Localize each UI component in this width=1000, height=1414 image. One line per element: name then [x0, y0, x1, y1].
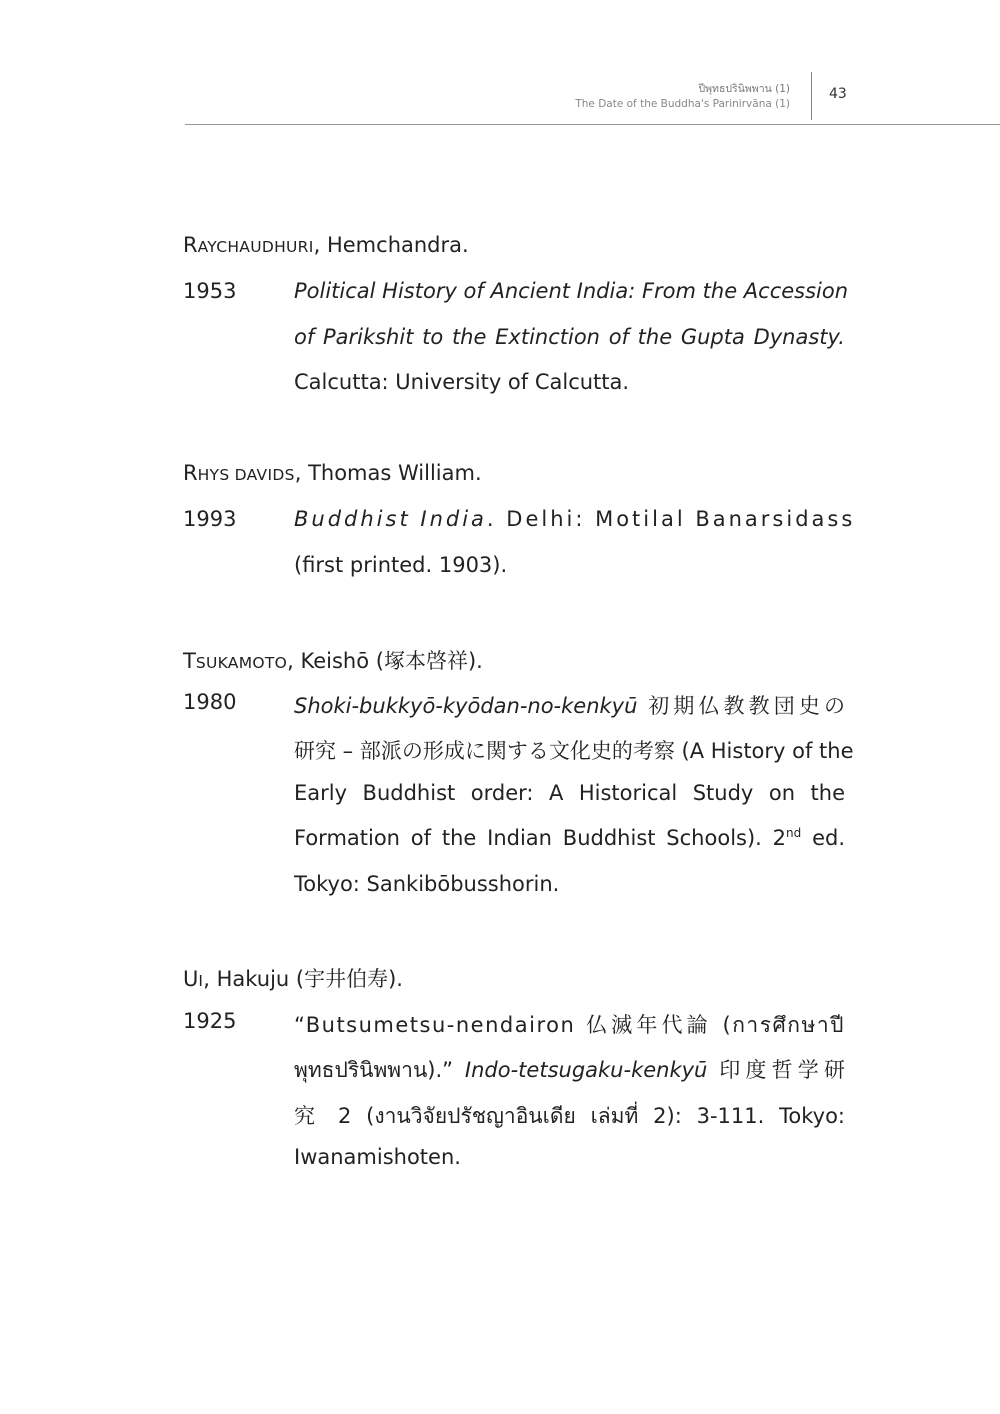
bib-author-ui: [183, 963, 403, 993]
bib-author-raychaudhuri: [183, 233, 469, 257]
bib-title-line: Political History of Ancient India: From the Accession: [294, 279, 849, 303]
bib-title: Buddhist India: [294, 507, 487, 531]
bib-title-cjk: 初期仏教教団史の: [648, 694, 845, 718]
bib-author-rhys-davids: [183, 461, 482, 485]
bib-title-text: Formation of the Indian Buddhist Schools). 2: [294, 826, 787, 850]
bib-publisher-line: Tokyo: Sankibōbusshorin.: [294, 872, 560, 896]
bib-title-line: [294, 826, 845, 850]
header-divider: [811, 72, 812, 120]
bib-journal-cjk: 印度哲学研: [707, 1058, 845, 1082]
bib-title-line: of Parikshit to the Extinction of the Gupta Dynasty.: [294, 325, 845, 349]
bib-publisher: . Delhi: Motilal Banarsidass: [486, 507, 856, 531]
bib-title: Shoki-bukkyō-kyōdan-no-kenkyū: [294, 694, 638, 718]
author-given-name: , Keishō (塚本啓祥).: [287, 649, 483, 673]
bib-note-line: (first printed. 1903).: [294, 553, 508, 577]
bib-author-tsukamoto: [183, 645, 483, 675]
author-initial: T: [183, 649, 196, 673]
author-surname-smallcaps: AYCHAUDHURI: [197, 238, 314, 256]
bib-title-thai: พุทธปรินิพพาน).”: [294, 1058, 465, 1082]
bib-publisher-line: Iwanamishoten.: [294, 1145, 461, 1169]
author-initial: R: [183, 233, 198, 257]
bib-title-line: 研究 – 部派の形成に関する文化史的考察 (A History of the: [294, 739, 854, 763]
page-number: 43: [829, 86, 847, 102]
author-surname-smallcaps: HYS DAVIDS: [197, 466, 295, 484]
bib-year: 1980: [183, 690, 237, 714]
bib-title-line: 究 2 (งานวิจัยปรัชญาอินเดีย เล่มที่ 2): 3-111. Tokyo:: [294, 1104, 845, 1128]
author-initial: U: [183, 967, 199, 991]
bib-publisher-line: Calcutta: University of Calcutta.: [294, 370, 630, 394]
bib-title-line: [294, 690, 845, 720]
bib-title-line: [294, 507, 856, 531]
author-given-name: , Thomas William.: [294, 461, 482, 485]
bib-title-line: “Butsumetsu-nendairon 仏滅年代論 (การศึกษาปี: [294, 1013, 845, 1037]
bib-journal: Indo-tetsugaku-kenkyū: [464, 1058, 708, 1082]
running-header-english: The Date of the Buddha's Parinirvāna (1): [575, 98, 790, 110]
bib-edition: ed.: [801, 826, 845, 850]
header-rule: [185, 124, 1000, 125]
author-given-name: , Hemchandra.: [313, 233, 469, 257]
author-surname-smallcaps: SUKAMOTO: [195, 654, 288, 672]
bib-title-line: Early Buddhist order: A Historical Study on the: [294, 781, 845, 805]
bib-year: 1925: [183, 1009, 237, 1033]
bib-year: 1953: [183, 279, 237, 303]
running-header-thai: ปีพุทธปรินิพพาน (1): [698, 83, 790, 95]
ordinal-suffix: nd: [786, 826, 802, 840]
bib-year: 1993: [183, 507, 237, 531]
bib-title-line: [294, 1054, 845, 1087]
author-given-name: , Hakuju (宇井伯寿).: [203, 967, 403, 991]
author-initial: R: [183, 461, 198, 485]
author-surname-smallcaps: I: [198, 972, 204, 990]
